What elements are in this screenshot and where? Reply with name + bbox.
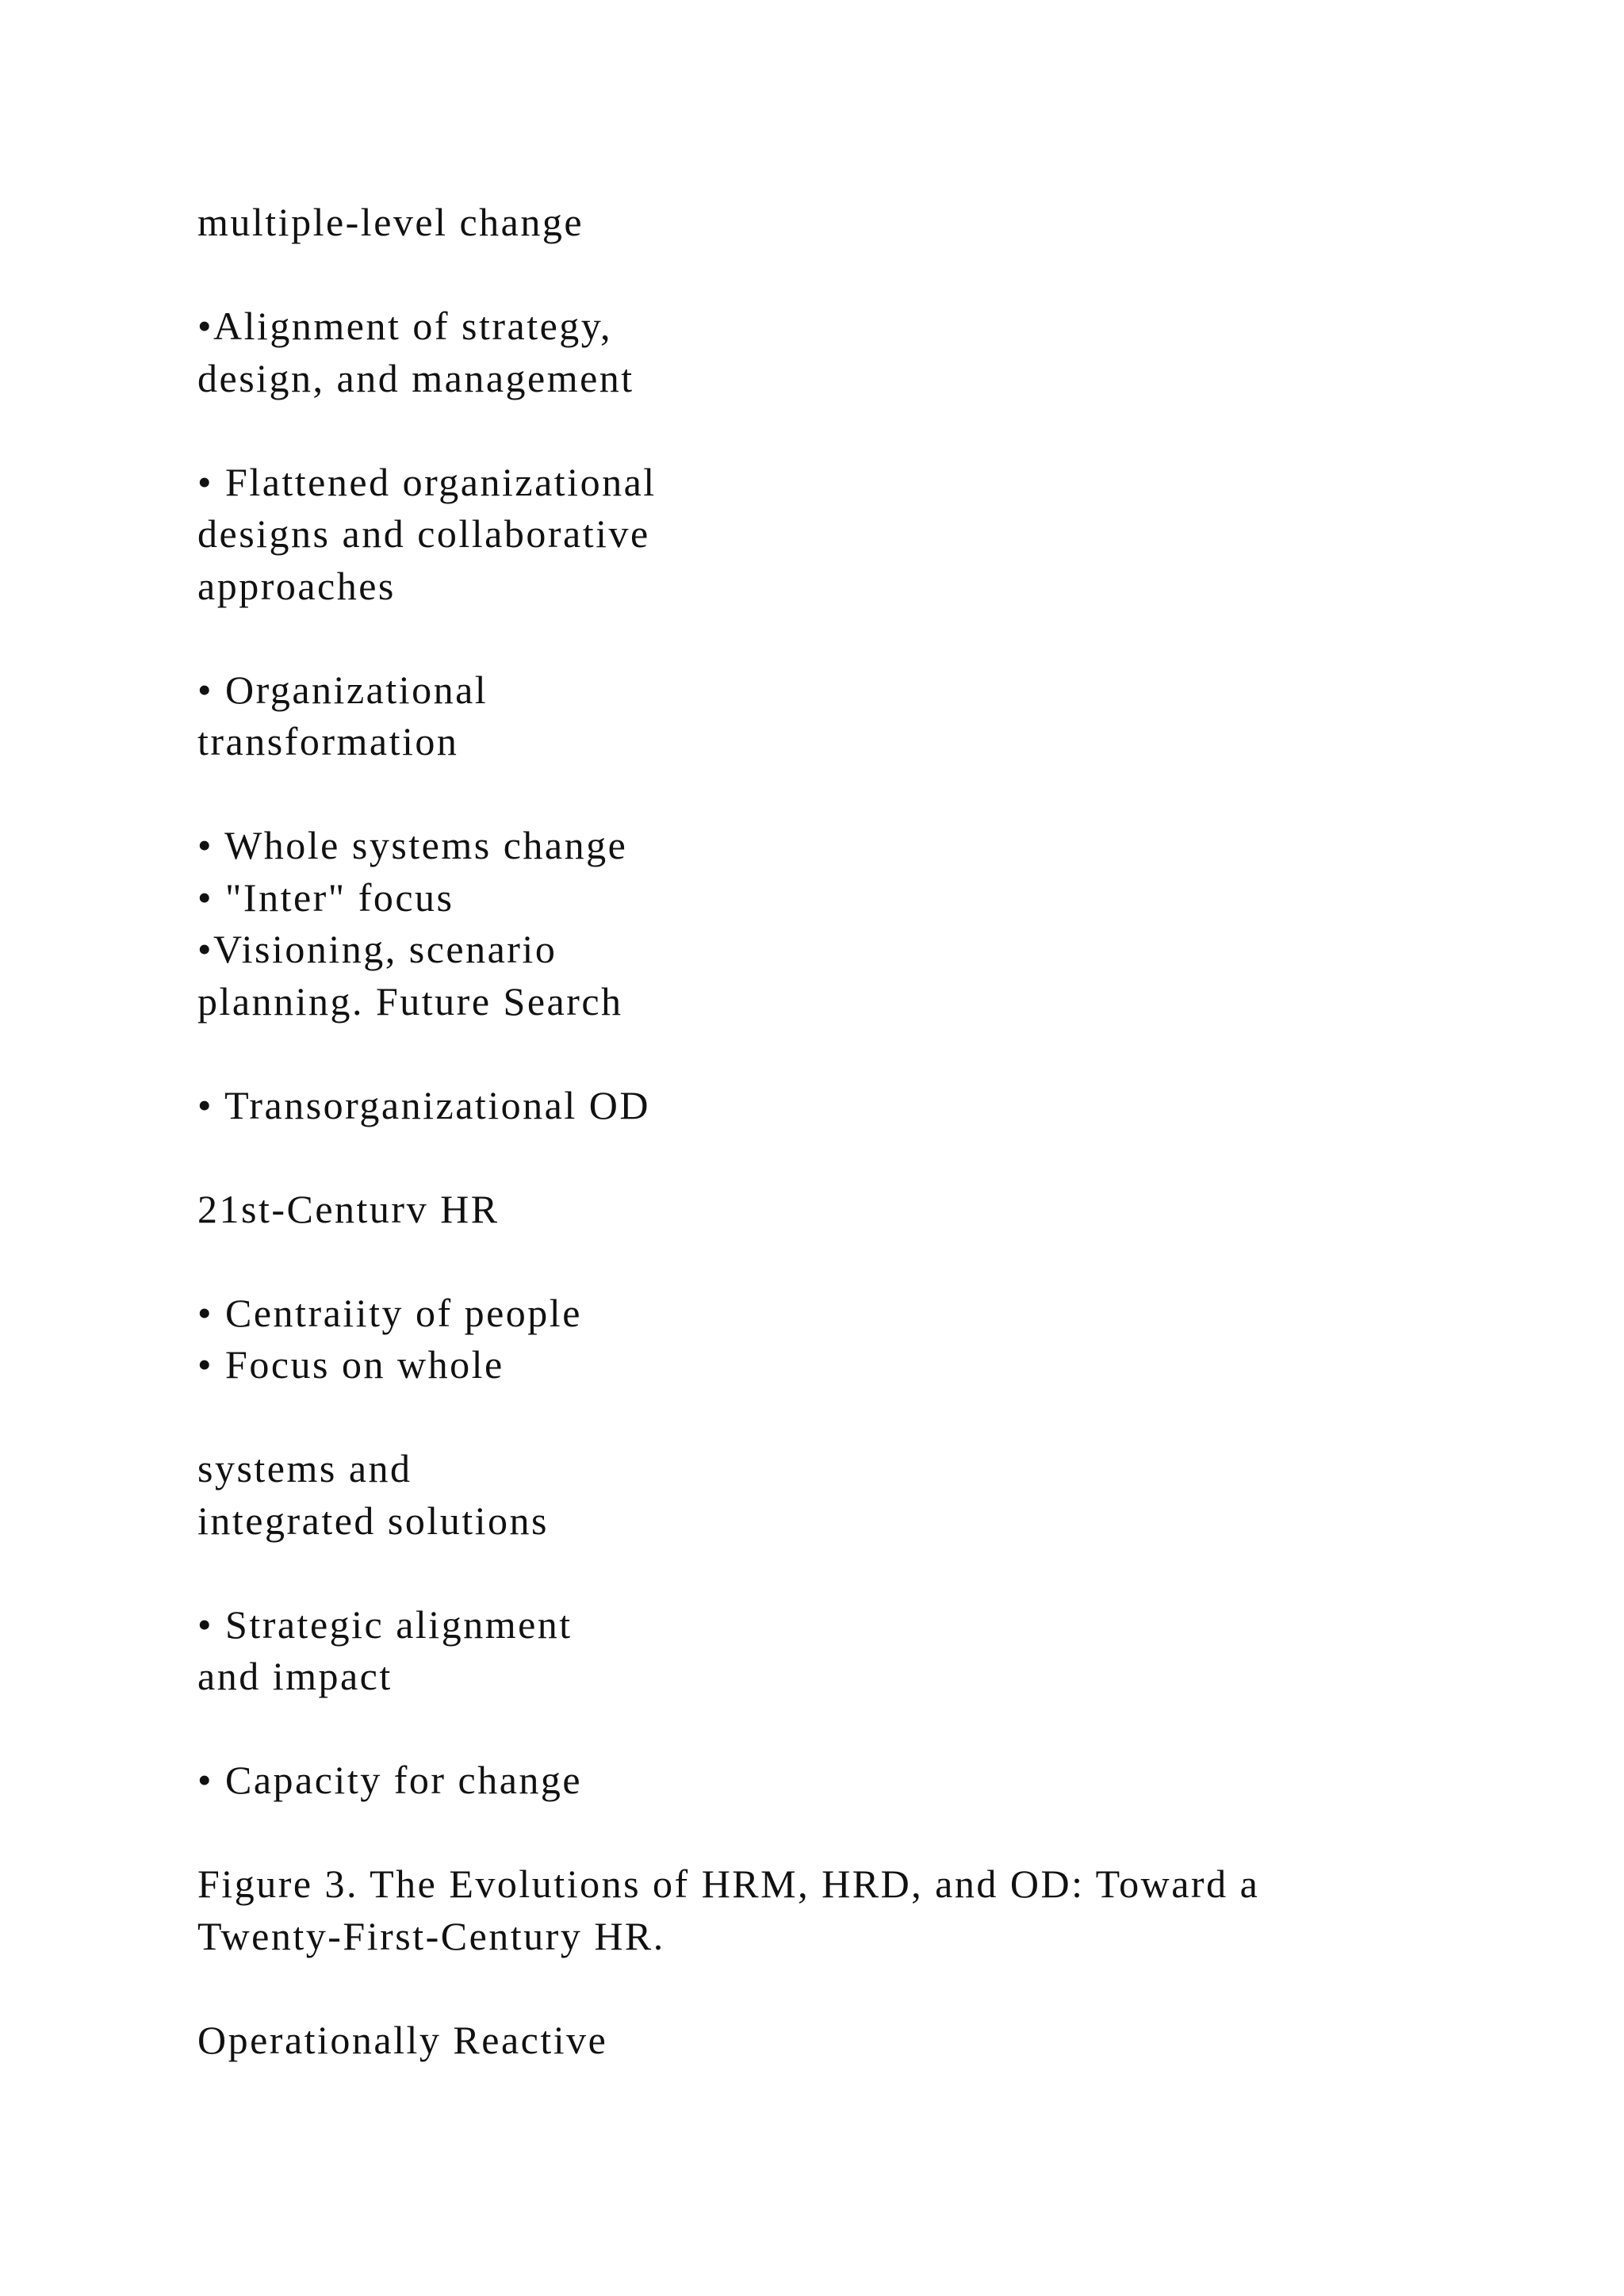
text-line: • Centraiity of people bbox=[197, 1290, 582, 1335]
text-line: • Focus on whole bbox=[197, 1342, 504, 1387]
text-line: •Alignment of strategy, bbox=[197, 304, 613, 348]
figure-caption: Figure 3. The Evolutions of HRM, HRD, and OD: Toward a bbox=[197, 1862, 1260, 1906]
text-line: •Visioning, scenario bbox=[197, 927, 557, 971]
text-line: systems and bbox=[197, 1446, 412, 1490]
section-heading: 21st-Centurv HR bbox=[197, 1186, 500, 1231]
text-line: integrated solutions bbox=[197, 1498, 549, 1543]
figure-caption: Twenty-First-Century HR. bbox=[197, 1913, 665, 1958]
blank-line bbox=[197, 1235, 1577, 1288]
text-line: • Strategic alignment bbox=[197, 1601, 573, 1647]
text-line: multiple-level change bbox=[197, 200, 584, 244]
text-line: planning. Future Search bbox=[197, 978, 623, 1024]
text-line: • Whole systems change bbox=[197, 823, 628, 867]
blank-line bbox=[197, 768, 1577, 821]
blank-line bbox=[197, 1807, 1577, 1859]
blank-line bbox=[197, 1131, 1577, 1184]
blank-line bbox=[197, 1391, 1577, 1444]
text-line: approaches bbox=[197, 563, 396, 608]
text-line: designs and collaborative bbox=[197, 511, 650, 556]
text-line: • "Inter" focus bbox=[197, 874, 454, 920]
text-line: • Flattened organizational bbox=[197, 459, 657, 504]
text-line: • Organizational bbox=[197, 667, 488, 712]
document-body bbox=[197, 197, 1577, 2066]
blank-line bbox=[197, 612, 1577, 664]
text-line: transformation bbox=[197, 719, 459, 763]
blank-line bbox=[197, 404, 1577, 457]
blank-line bbox=[197, 1962, 1577, 2015]
text-line: and impact bbox=[197, 1654, 393, 1698]
text-line: • Transorganizational OD bbox=[197, 1082, 650, 1127]
text-line: • Capacity for change bbox=[197, 1758, 583, 1802]
blank-line bbox=[197, 249, 1577, 301]
text-line: design, and management bbox=[197, 355, 634, 400]
blank-line bbox=[197, 1547, 1577, 1599]
blank-line bbox=[197, 1703, 1577, 1755]
text-line: Operationally Reactive bbox=[197, 2017, 608, 2062]
blank-line bbox=[197, 1027, 1577, 1080]
